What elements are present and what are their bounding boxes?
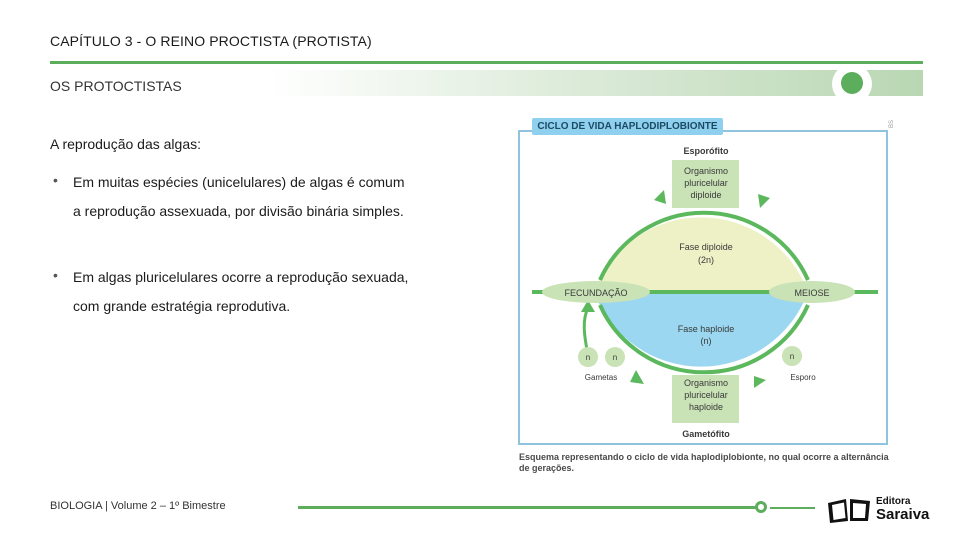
- arrowhead-top-left: [654, 190, 666, 204]
- life-cycle-diagram: [518, 130, 888, 445]
- footer-circle-icon: [755, 501, 767, 513]
- fecundation-label: FECUNDAÇÃO: [564, 288, 628, 298]
- bullet-text-2: Em algas pluricelulares ocorre a reprodução sexuada, com grande estratégia reprodutiva.: [73, 269, 409, 314]
- book-logo-icon: [826, 495, 874, 525]
- haploid-phase-label: Fase haploide: [677, 324, 735, 334]
- arrowhead-bottom-left: [630, 370, 644, 384]
- spore-label: Esporo: [790, 373, 816, 382]
- gametes-label: Gametas: [584, 373, 618, 382]
- publisher-logo-small: Editora: [876, 496, 911, 507]
- diploid-organism-line1: Organismo: [683, 166, 729, 176]
- arrowhead-top-right: [758, 194, 770, 208]
- chapter-divider: [50, 61, 923, 64]
- diploid-organism-line2: pluricelular: [684, 178, 728, 188]
- gamete-cell-2-label: n: [612, 353, 618, 362]
- haploid-organism-line3: haploide: [688, 402, 724, 412]
- footer-divider-end: [770, 507, 815, 509]
- chapter-title: CAPÍTULO 3 - O REINO PROCTISTA (PROTISTA): [50, 33, 372, 49]
- gametophyte-label: Gametófito: [682, 429, 730, 439]
- footer-text: BIOLOGIA | Volume 2 – 1º Bimestre: [50, 500, 226, 512]
- section-dot-icon: [841, 72, 863, 94]
- meiosis-label: MEIOSE: [794, 288, 830, 298]
- arrowhead-bottom-right: [754, 376, 766, 388]
- diploid-organism-line3: diploide: [690, 190, 722, 200]
- footer-divider: [298, 506, 758, 509]
- publisher-logo-name: Saraiva: [876, 506, 930, 523]
- sporophyte-label: Esporófito: [683, 146, 729, 156]
- figure-side-code: BS: [889, 119, 895, 128]
- diploid-phase-ploidy: (2n): [697, 255, 715, 265]
- bullet-icon: •: [53, 172, 58, 188]
- bullet-icon: •: [53, 267, 58, 283]
- spore-cell-label: n: [789, 352, 795, 361]
- bullet-text-1: Em muitas espécies (unicelulares) de algas é comum a reprodução assexuada, por divisão binária simples.: [73, 174, 405, 219]
- section-title: OS PROTOCTISTAS: [50, 78, 182, 94]
- content-subheading: A reprodução das algas:: [50, 136, 201, 152]
- figure-title: CICLO DE VIDA HAPLODIPLOBIONTE: [532, 118, 723, 135]
- diploid-phase-label: Fase diploide: [679, 242, 733, 252]
- figure-caption: Esquema representando o ciclo de vida haplodiplobionte, no qual ocorre a alternância de gerações.: [519, 452, 889, 473]
- haploid-organism-line2: pluricelular: [684, 390, 728, 400]
- gamete-cell-1-label: n: [585, 353, 591, 362]
- haploid-phase-ploidy: (n): [700, 336, 712, 346]
- haploid-organism-line1: Organismo: [683, 378, 729, 388]
